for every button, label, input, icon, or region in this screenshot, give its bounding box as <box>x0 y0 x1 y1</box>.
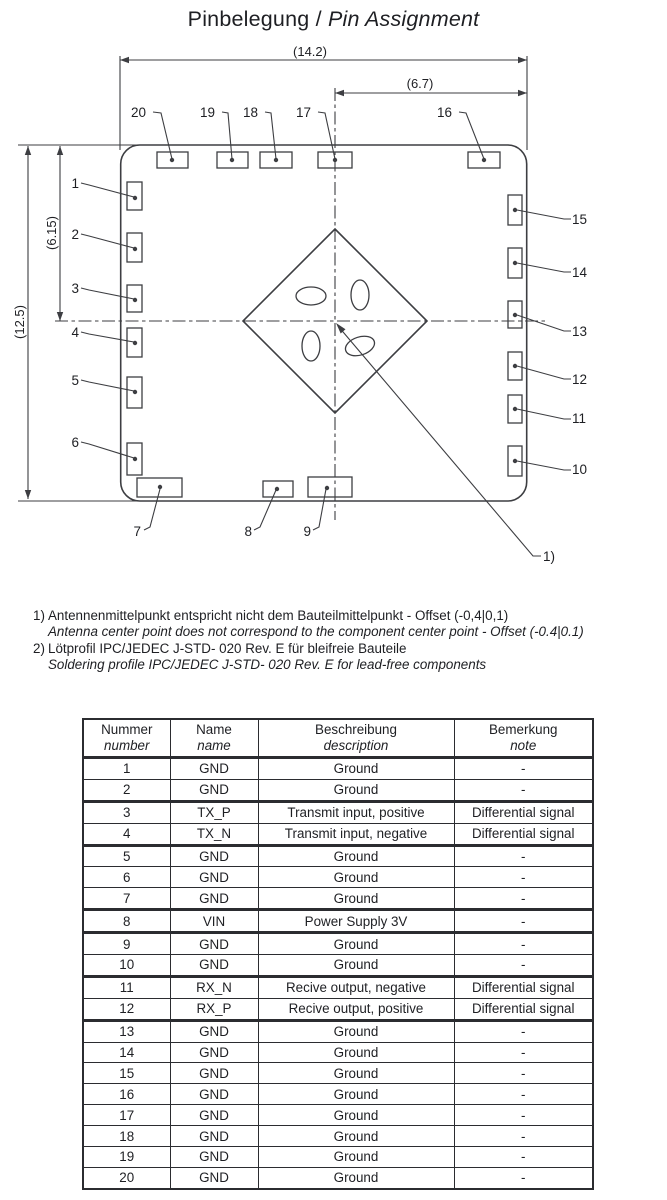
table-cell: RX_N <box>170 976 258 998</box>
table-row <box>83 1105 593 1126</box>
pin-pad-dot-9 <box>325 486 329 490</box>
pin-callout-1 <box>71 176 142 210</box>
table-cell: GND <box>170 1126 258 1147</box>
page-title-de: Pinbelegung / <box>187 7 328 31</box>
table-row <box>83 1084 593 1105</box>
table-cell: 7 <box>83 888 170 910</box>
table-cell: Ground <box>258 845 454 867</box>
table-cell: Ground <box>258 1063 454 1084</box>
table-cell: GND <box>170 1167 258 1188</box>
pin-callouts <box>71 105 587 539</box>
pin-pad-dot-17 <box>333 158 337 162</box>
pin-label-19: 19 <box>200 105 216 120</box>
table-row <box>83 1147 593 1168</box>
pin-leader-12 <box>517 366 571 379</box>
table-cell: Power Supply 3V <box>258 910 454 933</box>
table-cell: GND <box>170 1042 258 1063</box>
table-cell: GND <box>170 933 258 955</box>
dim-height <box>12 146 31 499</box>
col-header-description: Beschreibung description <box>258 719 454 758</box>
table-row <box>83 998 593 1020</box>
table-row <box>83 933 593 955</box>
pin-pad-dot-19 <box>230 158 234 162</box>
table-cell: - <box>454 1167 593 1188</box>
pin-pad-dot-1 <box>133 196 137 200</box>
table-cell: Ground <box>258 1167 454 1188</box>
col-header-number: Nummer number <box>83 719 170 758</box>
pin-leader-7 <box>144 489 160 530</box>
dim-right-half-label: (6.7) <box>406 76 434 91</box>
pin-callout-2 <box>71 227 142 262</box>
dim-arrow-bottom <box>25 490 31 499</box>
table-cell: 16 <box>83 1084 170 1105</box>
table-cell: 11 <box>83 976 170 998</box>
table-cell: 4 <box>83 823 170 845</box>
table-row <box>83 758 593 780</box>
table-cell: - <box>454 955 593 977</box>
pin-pad-dot-15 <box>513 208 517 212</box>
pin-leader-3 <box>81 288 134 299</box>
pin-leader-14 <box>517 263 571 272</box>
table-cell: Ground <box>258 1105 454 1126</box>
table-cell: - <box>454 888 593 910</box>
table-cell: Transmit input, negative <box>258 823 454 845</box>
footnote-2-label: 2) <box>33 640 45 656</box>
table-cell: Ground <box>258 779 454 801</box>
table-row <box>83 976 593 998</box>
dim-right-half <box>335 76 527 96</box>
table-cell: GND <box>170 1084 258 1105</box>
pin-callout-3 <box>71 281 142 312</box>
pin-pad-dot-12 <box>513 364 517 368</box>
pin-pad-dot-6 <box>133 457 137 461</box>
table-cell: - <box>454 867 593 888</box>
table-cell: Ground <box>258 1020 454 1042</box>
pin-callout-8 <box>244 481 293 539</box>
table-cell: Ground <box>258 955 454 977</box>
pin-label-1: 1 <box>71 176 79 191</box>
table-row <box>83 801 593 823</box>
pin-callout-12 <box>508 352 587 387</box>
pin-label-11: 11 <box>572 411 587 426</box>
dim-width-label: (14.2) <box>293 44 327 59</box>
table-cell: GND <box>170 1147 258 1168</box>
table-cell: - <box>454 1105 593 1126</box>
table-row <box>83 867 593 888</box>
table-cell: GND <box>170 888 258 910</box>
table-cell: - <box>454 1042 593 1063</box>
table-cell: - <box>454 1147 593 1168</box>
pin-pad-dot-11 <box>513 407 517 411</box>
pin-callout-5 <box>71 373 142 408</box>
pin-pad-dot-14 <box>513 261 517 265</box>
table-row <box>83 1063 593 1084</box>
pin-pad-dot-20 <box>170 158 174 162</box>
pin-label-8: 8 <box>244 524 252 539</box>
pin-leader-8 <box>254 490 276 530</box>
pin-leader-6 <box>81 442 134 458</box>
table-cell: GND <box>170 1105 258 1126</box>
pin-callout-19 <box>200 105 248 168</box>
pin-callout-16 <box>437 105 500 168</box>
pin-callout-18 <box>243 105 292 168</box>
table-row <box>83 1042 593 1063</box>
table-cell: GND <box>170 779 258 801</box>
page-title-en: Pin Assignment <box>327 7 480 31</box>
pin-label-15: 15 <box>572 212 588 227</box>
pin-pad-dot-4 <box>133 341 137 345</box>
pin-callout-15 <box>508 195 587 227</box>
table-cell: 14 <box>83 1042 170 1063</box>
table-cell: 5 <box>83 845 170 867</box>
table-row <box>83 888 593 910</box>
table-row <box>83 779 593 801</box>
table-cell: 10 <box>83 955 170 977</box>
pin-pad-dot-13 <box>513 313 517 317</box>
table-cell: Ground <box>258 1084 454 1105</box>
table-cell: - <box>454 933 593 955</box>
table-cell: Ground <box>258 1147 454 1168</box>
table-row <box>83 1126 593 1147</box>
pin-label-12: 12 <box>572 372 588 387</box>
pin-label-13: 13 <box>572 324 588 339</box>
table-cell: - <box>454 758 593 780</box>
table-cell: 17 <box>83 1105 170 1126</box>
table-header-row <box>83 719 593 758</box>
table-cell: 1 <box>83 758 170 780</box>
dim-arrow-top <box>57 146 63 155</box>
footnote-1 <box>33 608 663 641</box>
antenna-slot <box>302 331 320 361</box>
pin-label-20: 20 <box>131 105 147 120</box>
col-header-note: Bemerkung note <box>454 719 593 758</box>
pin-callout-20 <box>131 105 188 168</box>
table-cell: Ground <box>258 1126 454 1147</box>
table-cell: 18 <box>83 1126 170 1147</box>
table-cell: Ground <box>258 933 454 955</box>
antenna-slot <box>351 280 369 310</box>
table-cell: 12 <box>83 998 170 1020</box>
footnote-1-en: Antenna center point does not correspond to the component center point - Offset (-0.4|0.1) <box>48 624 584 640</box>
table-cell: Differential signal <box>454 998 593 1020</box>
footnote-2-en: Soldering profile IPC/JEDEC J-STD- 020 Rev. E for lead-free components <box>48 657 487 673</box>
table-cell: GND <box>170 867 258 888</box>
pin-leader-2 <box>81 234 134 248</box>
table-row <box>83 1020 593 1042</box>
table-cell: 15 <box>83 1063 170 1084</box>
table-row <box>83 955 593 977</box>
pin-assignment-diagram <box>0 0 667 592</box>
table-cell: - <box>454 1126 593 1147</box>
pin-callout-7 <box>133 478 182 539</box>
table-cell: RX_P <box>170 998 258 1020</box>
pin-label-14: 14 <box>572 265 588 280</box>
table-cell: 3 <box>83 801 170 823</box>
table-row <box>83 910 593 933</box>
pin-leader-11 <box>517 409 571 419</box>
pin-label-4: 4 <box>71 325 79 340</box>
pin-pad-dot-16 <box>482 158 486 162</box>
antenna-center-arrow <box>336 323 346 334</box>
dim-arrow-right <box>518 57 527 63</box>
table-cell: TX_P <box>170 801 258 823</box>
pin-leader-13 <box>517 315 571 331</box>
table-cell: 13 <box>83 1020 170 1042</box>
pin-leader-9 <box>313 489 326 530</box>
pin-table-body <box>83 758 593 1189</box>
package-outline <box>121 145 527 501</box>
table-cell: 20 <box>83 1167 170 1188</box>
table-row <box>83 845 593 867</box>
dim-upper-left <box>44 146 63 321</box>
table-cell: 19 <box>83 1147 170 1168</box>
pin-label-17: 17 <box>296 105 312 120</box>
pin-callout-9 <box>303 477 352 539</box>
table-row <box>83 823 593 845</box>
dim-arrow-left <box>120 57 129 63</box>
pin-label-9: 9 <box>303 524 311 539</box>
pin-callout-10 <box>508 446 587 477</box>
table-cell: - <box>454 845 593 867</box>
table-cell: 9 <box>83 933 170 955</box>
pin-pad-9 <box>308 477 352 497</box>
pin-leader-1 <box>81 183 134 197</box>
pin-label-3: 3 <box>71 281 79 296</box>
pin-callout-6 <box>71 435 142 475</box>
dim-arrow-right <box>518 90 527 96</box>
pin-callout-13 <box>508 301 587 339</box>
pin-label-5: 5 <box>71 373 79 388</box>
pin-label-18: 18 <box>243 105 259 120</box>
pin-label-10: 10 <box>572 462 588 477</box>
footnote-2-de: Lötprofil IPC/JEDEC J-STD- 020 Rev. E für bleifreie Bauteile <box>48 640 407 656</box>
table-cell: 2 <box>83 779 170 801</box>
footnote-1-de: Antennenmittelpunkt entspricht nicht dem Bauteilmittelpunkt - Offset (-0,4|0,1) <box>48 608 509 623</box>
table-cell: Differential signal <box>454 976 593 998</box>
table-cell: Ground <box>258 867 454 888</box>
table-cell: Recive output, positive <box>258 998 454 1020</box>
table-cell: - <box>454 1020 593 1042</box>
pin-pad-dot-5 <box>133 390 137 394</box>
table-cell: - <box>454 779 593 801</box>
table-cell: Transmit input, positive <box>258 801 454 823</box>
table-cell: Ground <box>258 888 454 910</box>
centerlines <box>55 88 545 520</box>
pin-label-6: 6 <box>71 435 79 450</box>
table-cell: GND <box>170 1020 258 1042</box>
table-cell: GND <box>170 758 258 780</box>
pin-table <box>82 718 594 1190</box>
table-cell: Ground <box>258 758 454 780</box>
table-cell: - <box>454 910 593 933</box>
pin-callout-14 <box>508 248 588 280</box>
table-cell: Differential signal <box>454 823 593 845</box>
dim-arrow-left <box>335 90 344 96</box>
table-cell: GND <box>170 955 258 977</box>
pin-pad-dot-10 <box>513 459 517 463</box>
pin-pad-dot-18 <box>274 158 278 162</box>
footnote-1-label: 1) <box>33 608 45 623</box>
antenna-slot <box>343 333 377 359</box>
pin-callout-17 <box>296 105 352 168</box>
table-cell: 8 <box>83 910 170 933</box>
pin-leader-15 <box>517 210 571 219</box>
dim-upper-left-label: (6.15) <box>44 216 59 250</box>
table-cell: Ground <box>258 1042 454 1063</box>
table-cell: - <box>454 1084 593 1105</box>
pin-pad-dot-2 <box>133 247 137 251</box>
pin-pad-dot-7 <box>158 485 162 489</box>
table-cell: VIN <box>170 910 258 933</box>
dim-height-label: (12.5) <box>12 305 27 339</box>
table-cell: GND <box>170 1063 258 1084</box>
dim-arrow-top <box>25 146 31 155</box>
table-cell: TX_N <box>170 823 258 845</box>
col-header-name: Name name <box>170 719 258 758</box>
table-cell: - <box>454 1063 593 1084</box>
dim-width <box>120 44 527 63</box>
pin-callout-11 <box>508 395 586 426</box>
antenna-slot <box>296 287 326 305</box>
dim-arrow-bottom <box>57 312 63 321</box>
footnote-2 <box>33 641 663 674</box>
table-cell: Recive output, negative <box>258 976 454 998</box>
footnotes <box>33 608 663 674</box>
pin-leader-5 <box>81 380 134 391</box>
pin-label-16: 16 <box>437 105 453 120</box>
pin-label-2: 2 <box>71 227 79 242</box>
table-cell: 6 <box>83 867 170 888</box>
pin-leader-10 <box>517 461 571 470</box>
antenna-footnote-ref: 1) <box>543 549 556 564</box>
table-cell: Differential signal <box>454 801 593 823</box>
pin-pad-dot-8 <box>275 487 279 491</box>
pin-callout-4 <box>71 325 142 357</box>
pin-label-7: 7 <box>133 524 141 539</box>
table-row <box>83 1167 593 1188</box>
table-cell: GND <box>170 845 258 867</box>
pin-pad-dot-3 <box>133 298 137 302</box>
pin-leader-4 <box>81 332 134 342</box>
